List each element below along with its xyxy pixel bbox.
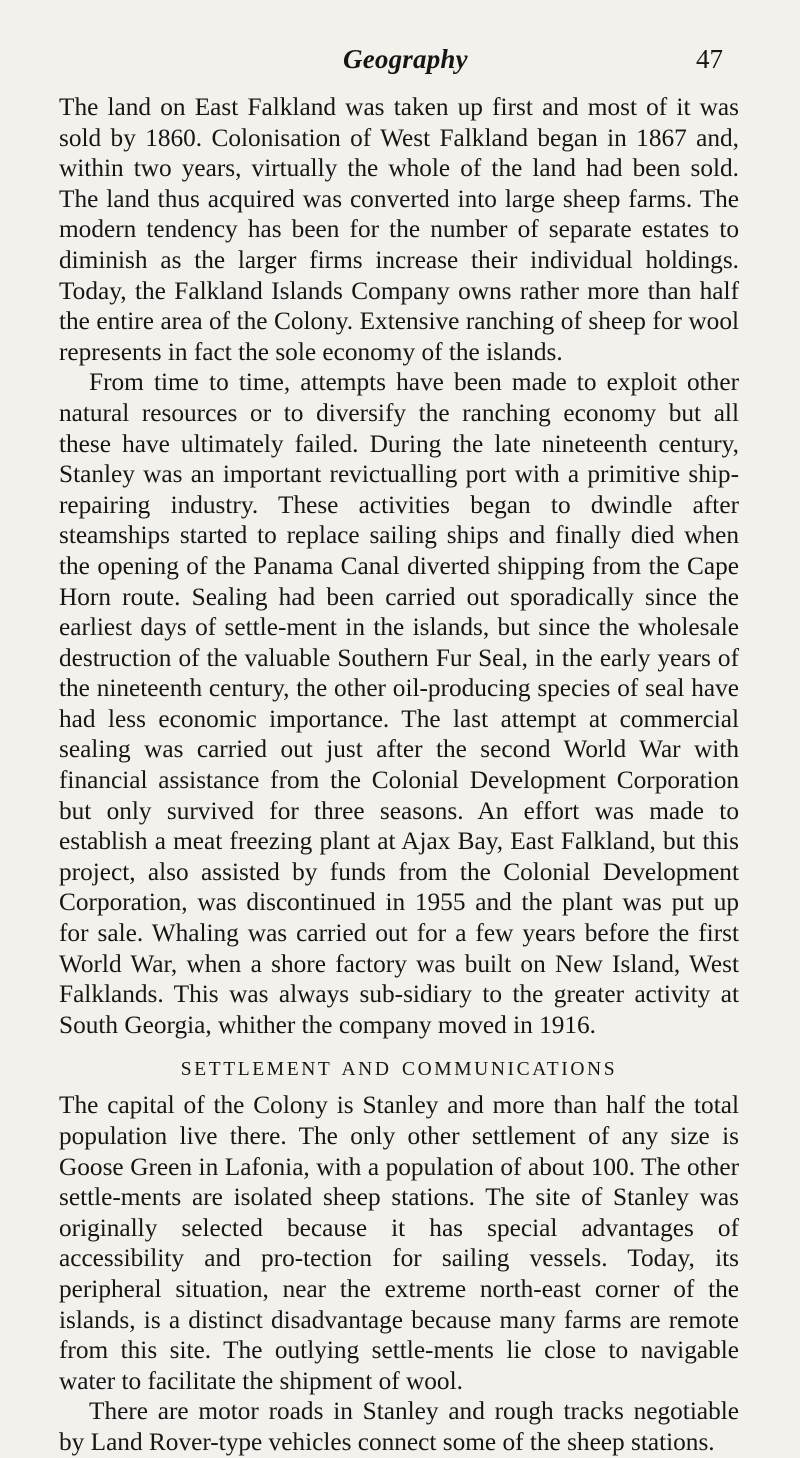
running-head (0, 44, 800, 84)
paragraph-land-ownership: The land on East Falkland was taken up first and most of it was sold by 1860. Colonisation of West Falkland began in 1867 and, within two years, virtually the whole of the land had been sold. The land thus acquired was converted into large sheep farms. The modern tendency has been for the number of separate estates to diminish as the larger firms increase their individual holdings. Today, the Falkland Islands Company owns rather more than half the entire area of the Colony. Extensive ranching of sheep for wool represents in fact the sole economy of the islands. (59, 93, 739, 366)
page-number: 47 (696, 44, 723, 74)
paragraph-settlement: The capital of the Colony is Stanley and more than half the total population live there. The only other settlement of any size is Goose Green in Lafonia, with a population of about 100. The other settle-ments are isolated sheep stations. The site of Stanley was originally selected because it has special advantages of accessibility and pro-tection for sailing vessels. Today, its peripheral situation, near the extreme north-east corner of the islands, is a distinct disadvantage because many farms are remote from this site. The outlying settle-ments lie close to navigable water to facilitate the shipment of wool. (59, 1091, 739, 1395)
paragraph-economy-attempts: From time to time, attempts have been made to exploit other natural resources or to diversify the ranching economy but all these have ultimately failed. During the late nineteenth century, Stanley was an important revictualling port with a primitive ship-repairing industry. These activities began to dwindle after steamships started to replace sailing ships and finally died when the opening of the Panama Canal diverted shipping from the Cape Horn route. Sealing had been carried out sporadically since the earliest days of settle-ment in the islands, but since the wholesale destruction of the valuable Southern Fur Seal, in the early years of the nineteenth century, the other oil-producing species of seal have had less economic importance. The last attempt at commercial sealing was carried out just after the second World War with financial assistance from the Colonial Development Corporation but only survived for three seasons. An effort was made to establish a meat freezing plant at Ajax Bay, East Falkland, but this project, also assisted by funds from the Colonial Development Corporation, was discontinued in 1955 and the plant was put up for sale. Whaling was carried out for a few years before the first World War, when a shore factory was built on New Island, West Falklands. This was always sub-sidiary to the greater activity at South Georgia, whither the company moved in 1916. (59, 368, 739, 1039)
section-heading: SETTLEMENT AND COMMUNICATIONS (180, 1059, 618, 1081)
running-title: Geography (343, 44, 468, 74)
paragraph-communications: There are motor roads in Stanley and rough tracks negotiable by Land Rover-type vehicles connect some of the sheep stations. (59, 1397, 739, 1456)
body-text (59, 92, 739, 1458)
